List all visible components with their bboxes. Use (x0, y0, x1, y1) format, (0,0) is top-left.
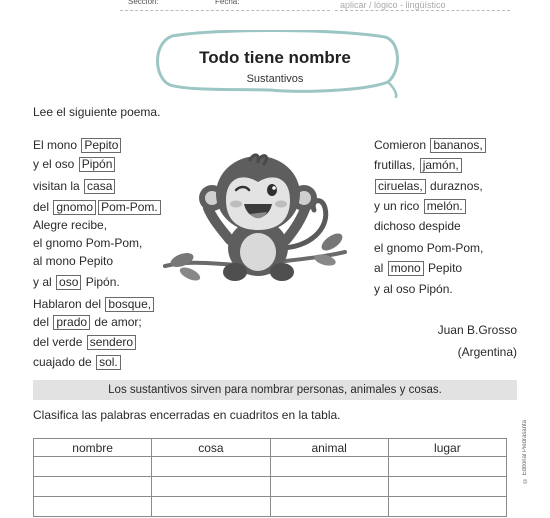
table-cell[interactable] (34, 457, 152, 477)
table-cell[interactable] (388, 457, 506, 477)
boxed-word: Pipón (79, 157, 116, 172)
poem-text: y el oso (33, 157, 78, 171)
col-header-nombre: nombre (34, 439, 152, 457)
publisher-credit: © Editorial Piedrasanta (522, 420, 528, 484)
poem-text: Comieron (374, 138, 430, 152)
table-cell[interactable] (388, 497, 506, 517)
poem-line (374, 199, 467, 214)
table-instruction: Clasifica las palabras encerradas en cuadritos en la tabla. (33, 408, 341, 422)
table-cell[interactable] (270, 457, 388, 477)
boxed-word: melón. (424, 199, 466, 214)
header-line-right (335, 10, 510, 11)
monkey-illustration (160, 148, 350, 293)
classification-table (33, 438, 507, 517)
poem-text: Pepito (424, 261, 463, 275)
poem-text: y un rico (374, 199, 423, 213)
date-label: Fecha: (215, 0, 240, 6)
boxed-word: ciruelas, (375, 179, 426, 194)
table-cell[interactable] (270, 477, 388, 497)
poem-line (33, 138, 122, 153)
poem-text: del verde (33, 335, 86, 349)
poem-line (374, 138, 487, 153)
boxed-word: mono (388, 261, 424, 276)
poem-line (374, 158, 463, 173)
boxed-word: Pepito (81, 138, 121, 153)
poem-line (374, 219, 461, 233)
poem-text: al mono Pepito (33, 254, 114, 268)
poem-text: de amor; (91, 315, 142, 329)
page-title: Todo tiene nombre (199, 48, 351, 67)
rule-bar (33, 380, 517, 400)
table-cell[interactable] (152, 457, 270, 477)
poem-line (374, 241, 483, 255)
skills-label: aplicar / lógico - lingüístico (340, 0, 446, 10)
poem-line (33, 297, 155, 312)
table-cell[interactable] (270, 497, 388, 517)
boxed-word: sendero (87, 335, 136, 350)
col-header-cosa: cosa (152, 439, 270, 457)
poem-line (33, 218, 107, 232)
poem-text: Alegre recibe, (33, 218, 108, 232)
boxed-word: Pom-Pom. (98, 200, 161, 215)
poem-text: Hablaron del (33, 297, 105, 311)
table-cell[interactable] (388, 477, 506, 497)
poem-line (33, 355, 122, 370)
poem-line (33, 200, 162, 215)
poem-line (33, 254, 113, 268)
poem-text: cuajado de (33, 355, 96, 369)
table-cell[interactable] (152, 477, 270, 497)
poem-text: visitan la (33, 179, 84, 193)
poem-text: duraznos, (426, 179, 483, 193)
boxed-word: bananos, (430, 138, 485, 153)
poem-text: Pipón. (82, 275, 120, 289)
rule-text: Los sustantivos sirven para nombrar personas, animales y cosas. (108, 384, 442, 396)
poem-line (33, 315, 142, 330)
poem-line (33, 157, 116, 172)
poem-line (374, 282, 453, 296)
poem-text: y al (33, 275, 56, 289)
boxed-word: prado (53, 315, 90, 330)
boxed-word: gnomo (53, 200, 96, 215)
reading-instruction: Lee el siguiente poema. (33, 105, 161, 119)
table-row (34, 457, 507, 477)
poem-text: el gnomo Pom-Pom, (33, 236, 143, 250)
section-label: Sección: (128, 0, 159, 6)
page-subtitle: Sustantivos (246, 73, 304, 85)
poem-text: y al oso Pipón. (374, 282, 453, 296)
author-name: Juan B.Grosso (437, 323, 517, 337)
boxed-word: jamón, (420, 158, 462, 173)
table-cell[interactable] (152, 497, 270, 517)
boxed-word: bosque, (105, 297, 154, 312)
author-country: (Argentina) (457, 345, 517, 359)
poem-line (374, 179, 483, 194)
table-row (34, 497, 507, 517)
boxed-word: oso (56, 275, 81, 290)
poem-text: el gnomo Pom-Pom, (374, 241, 484, 255)
poem-line (33, 236, 142, 250)
boxed-word: casa (84, 179, 115, 194)
table-header-row (34, 439, 507, 457)
header-line (120, 10, 330, 11)
poem-line (33, 179, 116, 194)
poem-text: al (374, 261, 387, 275)
poem-text: frutillas, (374, 158, 419, 172)
poem-text: del (33, 315, 53, 329)
poem-line (33, 335, 137, 350)
col-header-lugar: lugar (388, 439, 506, 457)
table-cell[interactable] (34, 477, 152, 497)
table-row (34, 477, 507, 497)
poem-line (33, 275, 120, 290)
col-header-animal: animal (270, 439, 388, 457)
boxed-word: sol. (96, 355, 121, 370)
poem-line (374, 261, 462, 276)
poem-text: dichoso despide (374, 219, 461, 233)
table-cell[interactable] (34, 497, 152, 517)
poem-text: del (33, 200, 53, 214)
poem-text: El mono (33, 138, 81, 152)
